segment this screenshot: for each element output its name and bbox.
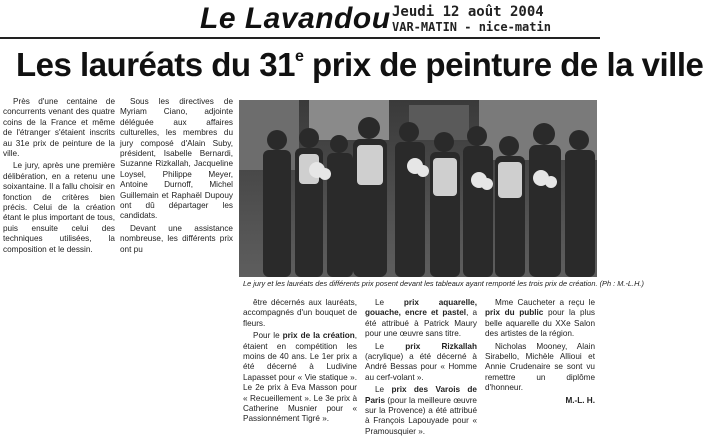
col3-p2-pre: Pour le bbox=[253, 331, 283, 341]
col4-p2-pre: Le bbox=[375, 341, 406, 351]
col5-paragraph-1 bbox=[485, 298, 595, 340]
headline-pre: Les lauréats du 31 bbox=[16, 46, 295, 83]
headline-sup: e bbox=[294, 48, 304, 65]
handwritten-date: Jeudi 12 août 2004 bbox=[392, 4, 544, 20]
col5-p1-pre: Mme Caucheter a reçu le bbox=[495, 298, 595, 307]
col3-paragraph-1: être décernés aux lauréats, accompagnés d'un bouquet de fleurs. bbox=[243, 298, 357, 328]
col4-paragraph-1 bbox=[365, 298, 477, 340]
col4-p3-pre: Le bbox=[375, 385, 392, 395]
col4-p3-bold: prix des Varois de Paris bbox=[365, 385, 477, 405]
col5-p1-post: pour la plus belle aquarelle du XXe Salon des artistes de la région. bbox=[485, 308, 595, 339]
section-title: Le Lavandou bbox=[200, 2, 391, 35]
col4-p1-post: , a été attribué à Patrick Maury pour une œuvre sans titre. bbox=[365, 308, 477, 339]
col4-p3-post: (pour la meilleure œuvre sur la Provence) a été attribué à François Lapouyade pour « Pramousquier ». bbox=[365, 395, 477, 436]
article-column-1 bbox=[3, 97, 115, 257]
header-rule bbox=[0, 37, 600, 39]
col5-paragraph-2: Nicholas Mooney, Alain Sirabello, Michèle Allioui et Annie Crudenaire se sont vu remettre un diplôme d'honneur. bbox=[485, 341, 595, 393]
jury-laureates-photo bbox=[239, 100, 597, 277]
handwritten-source: VAR-MATIN - nice-matin bbox=[392, 20, 551, 34]
article-column-2 bbox=[120, 97, 233, 257]
col4-paragraph-2 bbox=[365, 342, 477, 384]
col4-paragraph-3 bbox=[365, 385, 477, 437]
col2-paragraph-2: Devant une assistance nombreuse, les différents prix ont pu bbox=[120, 223, 233, 254]
photo-caption: Le jury et les lauréats des différents prix posent devant les tableaux ayant remporté les trois prix de création. (Ph : M.-L.H.) bbox=[243, 279, 644, 288]
col2-paragraph-1: Sous les directives de Myriam Ciano, adjointe déléguée aux affaires culturelles, les membres du jury composé d'Alain Suby, président, Isabelle Bernardi, Suzanne Rizkallah, Jacqueline Loysel, Philippe Meyer, Antoine Durnoff, Michel Guillemain et Raphaël Dupouy ont dû départager les candidats. bbox=[120, 97, 233, 221]
col1-paragraph-2: Le jury, après une première délibération, en a retenu une soixantaine. Il a fallu choisir en fonction de critères bien précis. Celui de la création étant le plus important de tous, puis ensuite celui des techniques utilisées, la composition et le dessin. bbox=[3, 161, 115, 254]
article-column-3 bbox=[243, 298, 357, 427]
col4-p2-bold: prix Rizkallah bbox=[405, 341, 477, 351]
col4-p2-post: (acrylique) a été décerné à André Bessas pour « Homme au cerf-volant ». bbox=[365, 352, 477, 382]
headline bbox=[16, 46, 703, 84]
col3-paragraph-2 bbox=[243, 331, 357, 425]
col4-p1-bold: prix aquarelle, gouache, encre et pastel bbox=[365, 298, 477, 318]
col4-p1-pre: Le bbox=[375, 298, 404, 307]
col1-paragraph-1: Près d'une centaine de concurrents venant des quatre coins de la France et même de l'étranger s'étaient inscrits au 31e prix de peinture de la ville. bbox=[3, 97, 115, 159]
article-column-5 bbox=[485, 298, 595, 408]
col3-p2-bold: prix de la création bbox=[282, 331, 355, 341]
col3-p2-post: , étaient en compétition les moins de 40 ans. Le 1er prix a été décerné à Ludivine Lapasset pour « Vie statique ». Le 2e prix à Eva Masson pour « Recueillement ». Le 3e prix à Catherine Musnier pour « Passionnément Tigré ». bbox=[243, 331, 358, 424]
col5-p1-bold: prix du public bbox=[485, 308, 544, 318]
article-column-4 bbox=[365, 298, 477, 439]
headline-post: prix de peinture de la ville bbox=[303, 46, 703, 83]
author-signature: M.-L. H. bbox=[565, 395, 595, 405]
